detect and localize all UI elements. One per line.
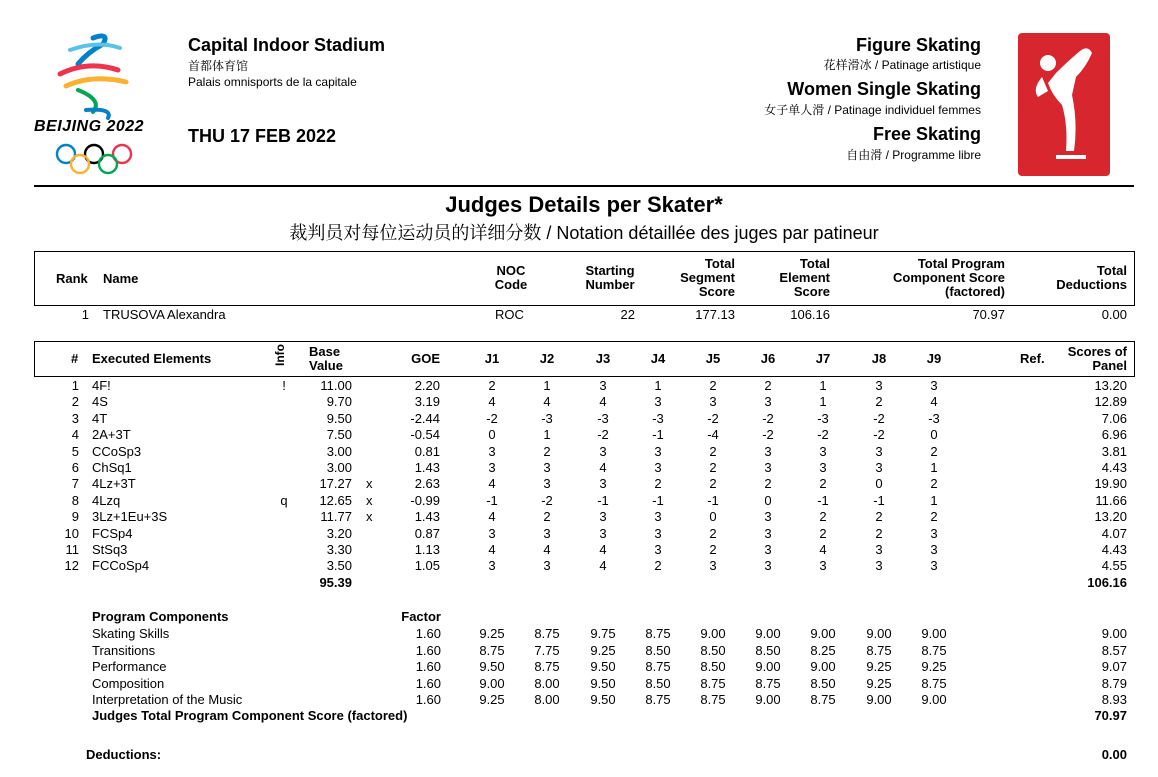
beijing-logo-text: BEIJING 2022 [34, 118, 145, 135]
component-judge-score: 9.50 [590, 659, 616, 674]
component-judge-score: 8.75 [645, 626, 671, 641]
element-judge-score: 3 [488, 558, 496, 574]
elements-header-element: Executed Elements [92, 351, 212, 366]
element-judge-score: 3 [764, 443, 772, 459]
element-judge-score: 3 [764, 542, 772, 557]
element-judge-score: 3 [654, 460, 662, 475]
element-info: ! [282, 378, 286, 393]
deductions-label: Deductions: [86, 747, 162, 762]
component-judge-score: 9.00 [866, 626, 892, 641]
component-judge-score: 9.00 [921, 626, 947, 641]
element-judge-score: 3 [930, 558, 938, 574]
element-judge-score: 2 [930, 476, 938, 492]
element-goe: 0.87 [414, 525, 440, 541]
component-factor: 1.60 [415, 642, 441, 658]
element-goe: 1.13 [414, 542, 440, 557]
element-judge-score: 3 [543, 476, 551, 492]
component-judge-score: 9.25 [590, 642, 616, 658]
element-panel-score: 11.66 [1095, 492, 1127, 508]
element-judge-score: 2 [654, 558, 662, 574]
component-panel-score: 8.93 [1101, 692, 1127, 707]
total-base-value: 95.39 [319, 575, 352, 590]
element-judge-score: -2 [707, 410, 719, 426]
judge-header-6: J6 [760, 351, 776, 366]
venue-name-fr: Palais omnisports de la capitale [188, 75, 357, 89]
sport-name-sub: 花样滑冰 / Patinage artistique [823, 58, 981, 72]
component-judge-score: 8.50 [645, 642, 671, 658]
element-code: 4F! [92, 378, 111, 393]
event-date: THU 17 FEB 2022 [188, 126, 337, 146]
element-panel-score: 4.07 [1101, 525, 1127, 541]
components-total-label: Judges Total Program Component Score (factored) [92, 708, 408, 723]
sport-name: Figure Skating [855, 35, 981, 55]
component-judge-score: 9.00 [479, 675, 505, 691]
summary-header-tes: Total Element Score [779, 256, 830, 299]
element-judge-score: 2 [764, 476, 772, 492]
elements-header-panel: Scores of Panel [1067, 344, 1127, 373]
element-judge-score: 2 [709, 542, 717, 557]
component-judge-score: 8.50 [700, 642, 726, 658]
component-judge-score: 9.00 [755, 626, 781, 641]
element-goe: 2.20 [414, 378, 440, 393]
components-total-score: 70.97 [1094, 708, 1127, 723]
element-judge-score: 2 [875, 394, 883, 410]
element-judge-score: 3 [599, 443, 607, 459]
element-judge-score: 3 [875, 378, 883, 393]
element-judge-score: 3 [599, 525, 607, 541]
judge-header-8: J8 [871, 351, 887, 366]
component-panel-score: 9.07 [1101, 659, 1127, 674]
element-judge-score: 3 [930, 542, 938, 557]
summary-header-pcs: Total Program Component Score (factored) [893, 256, 1005, 299]
element-code: 4T [92, 410, 108, 426]
element-judge-score: 2 [819, 476, 827, 492]
component-judge-score: 8.25 [810, 642, 836, 658]
element-number: 2 [71, 394, 79, 410]
element-judge-score: 2 [709, 525, 717, 541]
element-judge-score: 2 [543, 509, 551, 525]
component-judge-score: 8.75 [700, 675, 726, 691]
element-judge-score: 4 [488, 476, 496, 492]
element-judge-score: 1 [930, 460, 938, 475]
element-judge-score: 4 [599, 558, 607, 574]
elements-header-ref: Ref. [1020, 351, 1045, 366]
figure-skating-pictogram-icon [1018, 33, 1110, 176]
element-base-value: 3.00 [326, 460, 352, 475]
element-judge-score: 2 [819, 525, 827, 541]
element-code: CCoSp3 [92, 443, 142, 459]
element-goe: 1.43 [414, 460, 440, 475]
summary-header-name: Name [103, 271, 139, 286]
component-judge-score: 9.00 [866, 692, 892, 707]
element-judge-score: -1 [817, 492, 829, 508]
component-panel-score: 8.57 [1101, 642, 1127, 658]
element-judge-score: -1 [597, 492, 609, 508]
summary-header-start: Starting Number [585, 263, 635, 292]
element-judge-score: -2 [817, 427, 829, 443]
element-judge-score: 1 [819, 394, 827, 410]
element-judge-score: -3 [817, 410, 829, 426]
element-judge-score: -2 [762, 427, 774, 443]
element-judge-score: 2 [875, 509, 883, 525]
element-judge-score: 2 [709, 378, 717, 393]
component-judge-score: 7.75 [534, 642, 560, 658]
element-judge-score: 3 [488, 525, 496, 541]
element-judge-score: 3 [875, 542, 883, 557]
element-base-value: 11.00 [320, 378, 352, 393]
element-panel-score: 3.81 [1101, 443, 1127, 459]
element-number: 12 [64, 558, 79, 574]
element-judge-score: -4 [707, 427, 719, 443]
component-judge-score: 8.50 [645, 675, 671, 691]
page-title: Judges Details per Skater* [445, 192, 723, 217]
element-judge-score: 3 [543, 460, 551, 475]
skater-rank: 1 [81, 307, 89, 322]
element-judge-score: -3 [652, 410, 664, 426]
component-factor: 1.60 [415, 626, 441, 641]
element-panel-score: 13.20 [1094, 509, 1127, 525]
component-judge-score: 8.50 [700, 659, 726, 674]
elements-header-info: Info [273, 344, 287, 366]
element-judge-score: 2 [488, 378, 496, 393]
component-judge-score: 8.75 [534, 626, 560, 641]
skater-start-number: 22 [620, 307, 635, 322]
element-judge-score: -2 [873, 410, 885, 426]
element-judge-score: 0 [488, 427, 496, 443]
element-judge-score: 3 [709, 394, 717, 410]
element-judge-score: 2 [819, 509, 827, 525]
element-judge-score: 3 [764, 394, 772, 410]
element-judge-score: 3 [543, 525, 551, 541]
element-judge-score: 2 [875, 525, 883, 541]
segment-name: Free Skating [872, 124, 981, 144]
page-subtitle: 裁判员对每位运动员的详细分数 / Notation détaillée des juges par patineur [289, 223, 879, 243]
judge-header-3: J3 [595, 351, 611, 366]
event-name: Women Single Skating [787, 79, 981, 99]
element-judge-score: -2 [873, 427, 885, 443]
component-judge-score: 9.25 [479, 626, 505, 641]
judge-header-4: J4 [650, 351, 666, 366]
element-judge-score: 1 [819, 378, 827, 393]
element-judge-score: 4 [543, 542, 551, 557]
component-factor: 1.60 [415, 675, 441, 691]
element-base-value: 12.65 [319, 492, 352, 508]
element-judge-score: 2 [764, 378, 772, 393]
element-judge-score: 4 [819, 542, 827, 557]
element-number: 8 [71, 492, 79, 508]
element-judge-score: -3 [597, 410, 609, 426]
component-name: Performance [92, 659, 167, 674]
elements-header-num: # [71, 351, 79, 366]
component-judge-score: 9.50 [590, 692, 616, 707]
element-judge-score: -1 [652, 492, 664, 508]
component-judge-score: 8.75 [866, 642, 892, 658]
element-base-value: 3.00 [326, 443, 352, 459]
element-number: 3 [71, 410, 79, 426]
elements-header-base: Base Value [309, 344, 343, 373]
element-code: FCSp4 [92, 525, 133, 541]
element-number: 7 [71, 476, 79, 492]
element-judge-score: 3 [875, 558, 883, 574]
element-judge-score: -1 [652, 427, 664, 443]
element-judge-score: 3 [599, 509, 607, 525]
element-judge-score: -2 [597, 427, 609, 443]
element-code: 4S [92, 394, 108, 410]
element-panel-score: 12.89 [1094, 394, 1127, 410]
skater-tss: 177.13 [695, 307, 735, 322]
olympic-rings [54, 142, 134, 178]
olympic-rings-icon [54, 142, 134, 178]
element-judge-score: 4 [599, 394, 607, 410]
element-code: ChSq1 [92, 460, 132, 475]
element-number: 6 [71, 460, 79, 475]
skater-deductions: 0.00 [1101, 307, 1127, 322]
element-goe: 1.43 [414, 509, 440, 525]
element-number: 9 [71, 509, 79, 525]
element-base-value: 17.27 [319, 476, 352, 492]
element-judge-score: 2 [654, 476, 662, 492]
summary-header-tss: Total Segment Score [680, 256, 735, 299]
component-factor: 1.60 [415, 659, 441, 674]
element-judge-score: 3 [764, 525, 772, 541]
component-judge-score: 9.25 [921, 659, 947, 674]
element-code: 4Lzq [92, 492, 121, 508]
component-judge-score: 8.75 [921, 642, 947, 658]
element-goe: 3.19 [414, 394, 440, 410]
skater-tes: 106.16 [790, 307, 830, 322]
component-judge-score: 9.00 [700, 626, 726, 641]
component-judge-score: 9.00 [810, 626, 836, 641]
element-judge-score: 3 [599, 378, 607, 393]
element-judge-score: 1 [543, 378, 551, 393]
element-base-value: 3.30 [326, 542, 352, 557]
component-judge-score: 8.75 [479, 642, 505, 658]
component-judge-score: 8.75 [534, 659, 560, 674]
element-judge-score: 0 [930, 427, 938, 443]
component-judge-score: 9.25 [866, 675, 892, 691]
component-judge-score: 9.00 [810, 659, 836, 674]
judge-header-2: J2 [539, 351, 555, 366]
element-goe: 0.81 [414, 443, 440, 459]
element-judge-score: 2 [543, 443, 551, 459]
element-judge-score: 3 [875, 443, 883, 459]
element-base-value: 7.50 [326, 427, 352, 443]
element-judge-score: 1 [654, 378, 662, 393]
element-number: 10 [64, 525, 79, 541]
component-panel-score: 9.00 [1101, 626, 1127, 641]
element-judge-score: 3 [654, 525, 662, 541]
element-judge-score: 3 [764, 509, 772, 525]
element-judge-score: 2 [930, 443, 938, 459]
component-judge-score: 9.25 [866, 659, 892, 674]
summary-header-deductions: Total Deductions [1056, 263, 1127, 292]
component-judge-score: 8.50 [755, 642, 781, 658]
element-judge-score: -3 [928, 410, 940, 426]
element-number: 5 [71, 443, 79, 459]
judge-header-5: J5 [705, 351, 721, 366]
component-judge-score: 9.50 [590, 675, 616, 691]
element-code: 2A+3T [92, 427, 131, 443]
element-judge-score: 3 [764, 558, 772, 574]
element-panel-score: 4.43 [1101, 542, 1127, 557]
skater-pcs: 70.97 [972, 307, 1005, 322]
element-panel-score: 7.06 [1101, 410, 1127, 426]
summary-header-noc: NOC Code [494, 263, 528, 292]
element-base-value: 9.50 [326, 410, 352, 426]
element-judge-score: 3 [709, 558, 717, 574]
judge-header-7: J7 [815, 351, 831, 366]
element-judge-score: -1 [707, 492, 719, 508]
element-judge-score: 3 [764, 460, 772, 475]
component-judge-score: 9.25 [479, 692, 505, 707]
element-base-value: 9.70 [326, 394, 352, 410]
component-judge-score: 8.75 [755, 675, 781, 691]
element-judge-score: 3 [488, 443, 496, 459]
element-goe: 1.05 [414, 558, 440, 574]
element-judge-score: 4 [599, 460, 607, 475]
elements-header-goe: GOE [411, 351, 440, 366]
element-judge-score: 4 [488, 394, 496, 410]
summary-header-rank: Rank [56, 271, 88, 286]
element-goe: -2.44 [410, 410, 440, 426]
component-judge-score: 8.00 [534, 675, 560, 691]
component-judge-score: 9.00 [921, 692, 947, 707]
element-judge-score: 4 [488, 542, 496, 557]
element-goe: 2.63 [414, 476, 440, 492]
element-judge-score: 4 [930, 394, 938, 410]
element-judge-score: 3 [654, 394, 662, 410]
element-judge-score: 3 [819, 460, 827, 475]
venue-name-zh: 首都体育馆 [188, 59, 249, 73]
element-judge-score: 3 [543, 558, 551, 574]
element-info: q [280, 492, 288, 508]
element-number: 11 [65, 542, 79, 557]
element-judge-score: 1 [930, 492, 938, 508]
element-panel-score: 4.43 [1101, 460, 1127, 475]
element-base-value: 3.20 [326, 525, 352, 541]
segment-name-sub: 自由滑 / Programme libre [846, 148, 981, 162]
component-judge-score: 8.75 [810, 692, 836, 707]
element-code: StSq3 [92, 542, 128, 557]
element-judge-score: -2 [486, 410, 498, 426]
judge-header-1: J1 [484, 351, 500, 366]
element-judge-score: 3 [819, 443, 827, 459]
component-judge-score: 8.75 [645, 692, 671, 707]
element-number: 1 [71, 378, 79, 393]
element-judge-score: 3 [654, 509, 662, 525]
element-judge-score: 3 [654, 542, 662, 557]
element-judge-score: 0 [875, 476, 883, 492]
element-panel-score: 4.55 [1101, 558, 1127, 574]
element-judge-score: 2 [709, 460, 717, 475]
element-judge-score: 0 [764, 492, 772, 508]
element-bonus-marker: x [366, 492, 373, 508]
element-judge-score: 4 [599, 542, 607, 557]
element-judge-score: 3 [654, 443, 662, 459]
components-title: Program Components [92, 609, 229, 624]
element-bonus-marker: x [366, 509, 373, 525]
figure-skating-pictogram [1018, 33, 1110, 176]
component-judge-score: 8.50 [810, 675, 836, 691]
component-judge-score: 9.00 [755, 659, 781, 674]
element-panel-score: 19.90 [1094, 476, 1127, 492]
element-judge-score: -1 [486, 492, 498, 508]
component-panel-score: 8.79 [1101, 675, 1127, 691]
element-judge-score: 3 [930, 525, 938, 541]
component-name: Skating Skills [92, 626, 170, 641]
component-judge-score: 9.50 [479, 659, 505, 674]
component-judge-score: 8.75 [921, 675, 947, 691]
component-name: Interpretation of the Music [92, 692, 243, 707]
deductions-value: 0.00 [1101, 747, 1127, 762]
component-name: Composition [92, 675, 165, 691]
header-divider [34, 185, 1134, 187]
venue-name: Capital Indoor Stadium [188, 35, 386, 55]
component-judge-score: 8.75 [700, 692, 726, 707]
element-judge-score: 2 [709, 476, 717, 492]
element-judge-score: 3 [488, 460, 496, 475]
event-name-sub: 女子单人滑 / Patinage individuel femmes [764, 103, 981, 117]
component-judge-score: 8.00 [534, 692, 560, 707]
element-bonus-marker: x [366, 476, 373, 492]
component-judge-score: 8.75 [645, 659, 671, 674]
component-judge-score: 9.75 [590, 626, 616, 641]
element-goe: -0.54 [410, 427, 440, 443]
element-judge-score: 2 [930, 509, 938, 525]
element-judge-score: 2 [709, 443, 717, 459]
component-judge-score: 9.00 [755, 692, 781, 707]
component-factor: 1.60 [415, 692, 441, 707]
element-judge-score: 3 [819, 558, 827, 574]
element-code: FCCoSp4 [92, 558, 150, 574]
element-judge-score: 0 [709, 509, 717, 525]
total-element-score: 106.16 [1087, 575, 1127, 590]
element-judge-score: 1 [543, 427, 551, 443]
element-judge-score: 3 [599, 476, 607, 492]
element-code: 4Lz+3T [92, 476, 136, 492]
component-name: Transitions [92, 642, 156, 658]
element-judge-score: -1 [873, 492, 885, 508]
element-judge-score: -3 [541, 410, 553, 426]
element-number: 4 [71, 427, 79, 443]
element-panel-score: 6.96 [1101, 427, 1127, 443]
element-judge-score: -2 [762, 410, 774, 426]
element-base-value: 11.77 [320, 509, 352, 525]
skater-name: TRUSOVA Alexandra [103, 307, 226, 322]
components-factor-header: Factor [401, 609, 441, 624]
element-judge-score: -2 [541, 492, 553, 508]
element-code: 3Lz+1Eu+3S [92, 509, 168, 525]
element-judge-score: 3 [930, 378, 938, 393]
element-panel-score: 13.20 [1094, 378, 1127, 393]
element-goe: -0.99 [410, 492, 440, 508]
skater-noc: ROC [495, 307, 524, 322]
element-base-value: 3.50 [326, 558, 352, 574]
judge-header-9: J9 [926, 351, 942, 366]
element-judge-score: 4 [488, 509, 496, 525]
element-judge-score: 4 [543, 394, 551, 410]
element-judge-score: 3 [875, 460, 883, 475]
